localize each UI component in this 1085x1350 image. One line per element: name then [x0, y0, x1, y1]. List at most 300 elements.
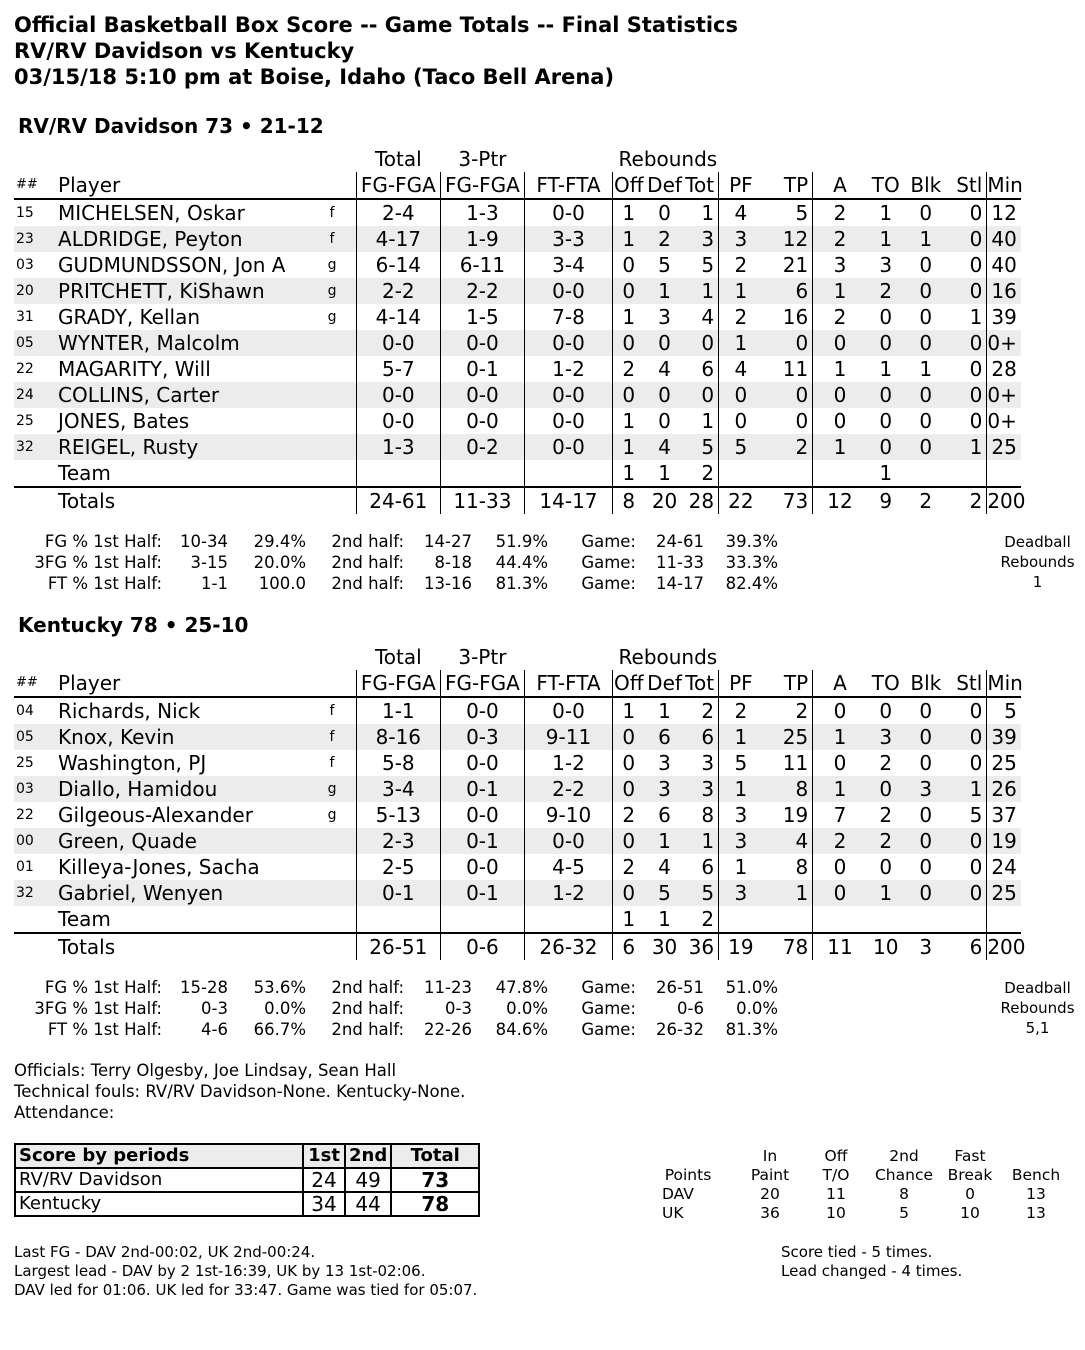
- player-name: Richards, Nick: [58, 699, 201, 723]
- deadball-rebounds: [990, 978, 1085, 1038]
- deadball-l1: Deadball: [1004, 533, 1071, 551]
- stat-min: 25: [987, 880, 1021, 906]
- pb-head-off: Off: [824, 1147, 848, 1165]
- col-min: Min: [987, 173, 1023, 197]
- stat-pf: 2: [719, 252, 763, 278]
- stat-fg: 4-14: [356, 304, 440, 330]
- pct-h1: 1-1: [201, 574, 228, 593]
- col-off: Off: [614, 173, 644, 197]
- stat-to: 0: [867, 382, 905, 408]
- pb-paint: 36: [760, 1204, 780, 1222]
- stat-blk: 0: [905, 724, 947, 750]
- stat-a: 1: [813, 356, 867, 382]
- player-row: [14, 356, 1065, 382]
- stat-off: 0: [613, 278, 645, 304]
- player-name: MICHELSEN, Oskar: [58, 201, 245, 225]
- pb-fast-break: 10: [960, 1204, 980, 1222]
- col-stl: Stl: [947, 172, 987, 199]
- stat-off: 0: [613, 880, 645, 906]
- player-row: [14, 199, 1065, 226]
- stat-blk: 0: [919, 201, 933, 225]
- col-tp: TP: [763, 670, 813, 697]
- stat-to: 2: [867, 278, 905, 304]
- player-position: [308, 356, 356, 382]
- stat-def: 2: [645, 226, 685, 252]
- stat-off: 1: [613, 408, 645, 434]
- pb-head-2nd: 2nd: [889, 1147, 919, 1165]
- team-row-label: Team: [58, 906, 308, 933]
- stat-tot: 8: [701, 803, 715, 827]
- stat-stl: 0: [969, 699, 983, 723]
- stat-tot: 3: [685, 226, 719, 252]
- stat-stl: 0: [947, 382, 987, 408]
- stat-min: 12: [987, 199, 1021, 226]
- stat-a: 1: [813, 278, 867, 304]
- stat-off: 0: [613, 724, 645, 750]
- stat-tot: 5: [701, 253, 715, 277]
- stat-to: 1: [867, 880, 905, 906]
- stat-a: 0: [813, 382, 867, 408]
- total-def: 20: [651, 489, 678, 513]
- stat-fg: 5-7: [356, 356, 440, 382]
- sbp-header-label: Score by periods: [15, 1144, 303, 1168]
- team-title: Kentucky 78 • 25-10: [18, 613, 249, 637]
- pct-gp: 33.3%: [725, 553, 778, 572]
- pct-h2p: 51.9%: [495, 532, 548, 551]
- stat-ft: 9-11: [524, 724, 612, 750]
- player-position: g: [327, 257, 337, 273]
- col-blk: Blk: [905, 670, 947, 697]
- stat-a: 0: [813, 408, 867, 434]
- stat-ft: 4-5: [524, 854, 612, 880]
- led-for: DAV led for 01:06. UK led for 33:47. Game was tied for 05:07.: [14, 1281, 478, 1299]
- stat-tot: 6: [701, 855, 715, 879]
- stat-min: 0+: [987, 408, 1021, 434]
- pct-gp: 51.0%: [725, 978, 778, 997]
- team-to: [867, 906, 905, 933]
- stat-fg3: 0-3: [440, 724, 524, 750]
- pct-gl: Game:: [581, 553, 636, 572]
- col-tot: Tot: [685, 670, 719, 697]
- stat-ft: 0-0: [524, 330, 612, 356]
- player-position: g: [327, 309, 337, 325]
- stat-ft: 0-0: [524, 382, 612, 408]
- stat-a: 2: [813, 226, 867, 252]
- officials: Officials: Terry Olgesby, Joe Lindsay, Sean Hall: [14, 1061, 397, 1080]
- pct-h2: 22-26: [424, 1020, 472, 1039]
- score-tied: Score tied - 5 times.: [781, 1243, 933, 1261]
- stat-min: 16: [987, 278, 1021, 304]
- pb-head-break: Break: [947, 1166, 993, 1184]
- stat-stl: 0: [947, 828, 987, 854]
- technical-fouls: Technical fouls: RV/RV Davidson-None. Kentucky-None.: [14, 1082, 466, 1101]
- pct-g: 26-32: [656, 1020, 704, 1039]
- pct-h2p: 47.8%: [495, 978, 548, 997]
- player-position: [308, 854, 356, 880]
- col-blk: Blk: [905, 172, 947, 199]
- stat-fg3: 0-1: [440, 828, 524, 854]
- stat-fg: 0-1: [356, 880, 440, 906]
- pb-2nd-chance: 5: [899, 1204, 909, 1222]
- stat-to: 0: [867, 330, 905, 356]
- col-ft: FT-FTA: [524, 172, 612, 199]
- stat-def: 0: [658, 409, 671, 433]
- player-name: Green, Quade: [58, 828, 308, 854]
- player-name: Washington, PJ: [58, 751, 207, 775]
- group-total: Total: [374, 644, 422, 669]
- pct-h1: 10-34: [180, 532, 228, 551]
- col-a: A: [813, 172, 867, 199]
- pct-g: 14-17: [656, 574, 704, 593]
- stat-min: 25: [987, 750, 1021, 776]
- pb-team: UK: [662, 1204, 684, 1222]
- stat-def: 3: [658, 305, 671, 329]
- stat-ft: 0-0: [524, 828, 612, 854]
- stat-fg3: 0-0: [440, 750, 524, 776]
- stat-to: 2: [879, 803, 893, 827]
- stat-stl: 1: [969, 305, 983, 329]
- stat-pf: 0: [719, 408, 763, 434]
- stat-tot: 5: [685, 880, 719, 906]
- stat-min: 24: [987, 854, 1021, 880]
- stat-to: 1: [879, 357, 893, 381]
- stat-tot: 0: [685, 330, 719, 356]
- player-position: f: [308, 724, 356, 750]
- stat-off: 2: [613, 356, 645, 382]
- player-position: g: [327, 807, 337, 823]
- total-ft: 14-17: [524, 487, 612, 514]
- stat-pf: 1: [719, 854, 763, 880]
- stat-blk: 0: [919, 699, 933, 723]
- group-3ptr: 3-Ptr: [458, 644, 507, 669]
- total-a: 12: [813, 487, 867, 514]
- stat-fg: 2-3: [356, 828, 440, 854]
- stat-fg3: 0-1: [440, 356, 524, 382]
- player-number: 32: [14, 434, 58, 460]
- player-name: Gabriel, Wenyen: [58, 880, 308, 906]
- stat-fg: 0-0: [356, 382, 440, 408]
- total-tot: 36: [688, 935, 715, 959]
- stat-tp: 8: [763, 776, 813, 802]
- player-name: GUDMUNDSSON, Jon A: [58, 253, 286, 277]
- report-title: Official Basketball Box Score -- Game Totals -- Final Statistics: [14, 13, 739, 37]
- stat-tp: 11: [782, 357, 809, 381]
- player-number: 22: [16, 807, 34, 823]
- stat-tp: 19: [782, 803, 809, 827]
- sbp-header-1st: 1st: [303, 1144, 345, 1168]
- total-blk: 2: [919, 489, 933, 513]
- pct-h1: 15-28: [180, 978, 228, 997]
- stat-fg3: 0-0: [440, 854, 524, 880]
- stat-blk: 0: [919, 855, 933, 879]
- stat-def: 6: [658, 803, 671, 827]
- group-rebounds: Rebounds: [618, 644, 718, 669]
- player-row: [14, 278, 1065, 304]
- team-row-label: Team: [58, 460, 308, 487]
- stat-stl: 0: [969, 855, 983, 879]
- pb-head-bench: Bench: [1011, 1166, 1061, 1184]
- shooting-percentages: [0, 531, 800, 594]
- stat-blk: 0: [919, 409, 933, 433]
- points-breakdown: [0, 1147, 1084, 1227]
- stat-pf: 1: [719, 278, 763, 304]
- box-score-table: [14, 145, 1065, 514]
- stat-fg: 3-4: [356, 776, 440, 802]
- stat-fg3: 0-2: [440, 434, 524, 460]
- stat-def: 4: [658, 357, 671, 381]
- stat-fg: 0-0: [356, 330, 440, 356]
- stat-pf: 5: [719, 434, 763, 460]
- group-rebounds: Rebounds: [618, 146, 718, 171]
- pct-gp: 82.4%: [725, 574, 778, 593]
- deadball-value: 5,1: [1025, 1019, 1050, 1037]
- player-position: [308, 382, 356, 408]
- group-total: Total: [374, 146, 422, 171]
- stat-stl: 0: [947, 278, 987, 304]
- stat-min: 19: [987, 828, 1021, 854]
- stat-to: 3: [867, 724, 905, 750]
- player-name: WYNTER, Malcolm: [58, 330, 308, 356]
- total-blk: 3: [919, 935, 933, 959]
- stat-pf: 1: [719, 776, 763, 802]
- pct-gl: Game:: [581, 532, 636, 551]
- stat-to: 1: [867, 226, 905, 252]
- pb-head-in: In: [762, 1147, 778, 1165]
- player-number: 23: [14, 226, 58, 252]
- total-off: 8: [613, 487, 645, 514]
- stat-off: 0: [613, 382, 645, 408]
- player-number: 15: [16, 205, 34, 221]
- pct-h2l: 2nd half:: [331, 999, 404, 1018]
- player-position: f: [329, 755, 335, 771]
- player-position: [308, 408, 356, 434]
- stat-tp: 8: [795, 855, 809, 879]
- stat-off: 2: [613, 854, 645, 880]
- stat-off: 1: [613, 434, 645, 460]
- player-name: Killeya-Jones, Sacha: [58, 855, 260, 879]
- stat-off: 1: [613, 226, 645, 252]
- total-fg: 24-61: [356, 487, 440, 514]
- stat-tot: 6: [685, 724, 719, 750]
- col-fg: FG-FGA: [356, 670, 440, 697]
- pct-h2: 13-16: [424, 574, 472, 593]
- stat-to: 1: [879, 201, 893, 225]
- pct-h1p: 53.6%: [253, 978, 306, 997]
- col-def: Def: [645, 172, 685, 199]
- stat-fg3: 0-0: [440, 802, 524, 828]
- player-position: [308, 828, 356, 854]
- stat-a: 1: [813, 776, 867, 802]
- stat-a: 0: [813, 854, 867, 880]
- game-date-location: 03/15/18 5:10 pm at Boise, Idaho (Taco Bell Arena): [14, 65, 615, 89]
- player-row: [14, 434, 1065, 460]
- stat-ft: 7-8: [524, 304, 612, 330]
- stat-pf: 2: [719, 304, 763, 330]
- attendance: Attendance:: [14, 1103, 115, 1122]
- deadball-l2: Rebounds: [1000, 553, 1075, 571]
- player-row: [14, 776, 1065, 802]
- player-number: 25: [16, 413, 34, 429]
- stat-tot: 4: [701, 305, 715, 329]
- player-number: 05: [14, 330, 58, 356]
- total-pf: 22: [719, 487, 763, 514]
- col-stl: Stl: [947, 670, 987, 697]
- stat-min: 37: [987, 802, 1021, 828]
- stat-def: 4: [658, 855, 671, 879]
- stat-fg: 6-14: [356, 252, 440, 278]
- col-to: TO: [867, 172, 905, 199]
- stat-tot: 6: [701, 357, 715, 381]
- deadball-rebounds: [990, 532, 1085, 592]
- col-ft: FT-FTA: [524, 670, 612, 697]
- stat-off: 0: [613, 776, 645, 802]
- stat-blk: 0: [905, 828, 947, 854]
- pct-h1p: 29.4%: [253, 532, 306, 551]
- stat-tp: 0: [763, 382, 813, 408]
- stat-tot: 3: [701, 751, 715, 775]
- player-row: [14, 304, 1065, 330]
- player-name: MAGARITY, Will: [58, 357, 211, 381]
- player-number: 03: [16, 257, 34, 273]
- stat-blk: 0: [919, 751, 933, 775]
- player-row: [14, 330, 1065, 356]
- stat-a: 3: [813, 252, 867, 278]
- pct-h1: 3-15: [190, 553, 228, 572]
- sbp-team: RV/RV Davidson: [15, 1168, 303, 1192]
- pct-gp: 39.3%: [725, 532, 778, 551]
- pb-bench: 13: [1026, 1204, 1046, 1222]
- pct-h2l: 2nd half:: [331, 1020, 404, 1039]
- deadball-l1: Deadball: [1004, 979, 1071, 997]
- pct-h2p: 0.0%: [506, 999, 548, 1018]
- stat-def: 5: [645, 880, 685, 906]
- stat-blk: 0: [919, 305, 933, 329]
- stat-fg: 2-4: [356, 199, 440, 226]
- player-position: g: [308, 776, 356, 802]
- shooting-percentages: [0, 977, 800, 1040]
- stat-ft: 3-4: [524, 252, 612, 278]
- stat-to: 2: [867, 828, 905, 854]
- stat-tp: 16: [782, 305, 809, 329]
- player-number: 32: [14, 880, 58, 906]
- last-fg: Last FG - DAV 2nd-00:02, UK 2nd-00:24.: [14, 1243, 316, 1261]
- sbp-team: Kentucky: [15, 1192, 303, 1216]
- stat-pf: 3: [719, 802, 763, 828]
- stat-stl: 0: [969, 409, 983, 433]
- stat-ft: 1-2: [524, 750, 612, 776]
- total-off: 6: [613, 933, 645, 960]
- player-number: 05: [14, 724, 58, 750]
- stat-def: 4: [645, 434, 685, 460]
- column-header-row: [14, 670, 1065, 697]
- total-def: 30: [651, 935, 678, 959]
- stat-ft: 0-0: [524, 697, 612, 724]
- col-fg: FG-FGA: [356, 172, 440, 199]
- total-tot: 28: [688, 489, 715, 513]
- sbp-2nd: 44: [345, 1192, 391, 1216]
- pct-h2p: 44.4%: [495, 553, 548, 572]
- player-name: Diallo, Hamidou: [58, 776, 308, 802]
- stat-to: 0: [867, 434, 905, 460]
- stat-pf: 2: [719, 697, 763, 724]
- pct-h2p: 84.6%: [495, 1020, 548, 1039]
- pct-h1p: 20.0%: [253, 553, 306, 572]
- stat-min: 28: [987, 356, 1021, 382]
- stat-blk: 1: [919, 357, 933, 381]
- team-tot: 2: [685, 906, 719, 933]
- col-pf: PF: [719, 172, 763, 199]
- player-name: JONES, Bates: [58, 409, 190, 433]
- total-stl: 2: [969, 489, 983, 513]
- team-title: RV/RV Davidson 73 • 21-12: [18, 114, 324, 138]
- sbp-2nd: 49: [345, 1168, 391, 1192]
- player-row: [14, 252, 1065, 278]
- player-row: [14, 226, 1065, 252]
- pb-head-fast: Fast: [954, 1147, 986, 1165]
- col-num: ##: [14, 670, 58, 697]
- stat-fg3: 0-0: [440, 408, 524, 434]
- player-number: 24: [14, 382, 58, 408]
- stat-fg: 1-3: [356, 434, 440, 460]
- stat-tp: 21: [782, 253, 809, 277]
- pct-label: 3FG % 1st Half:: [34, 999, 162, 1018]
- stat-off: 2: [613, 802, 645, 828]
- stat-off: 0: [613, 750, 645, 776]
- stat-stl: 0: [947, 330, 987, 356]
- sbp-header-2nd: 2nd: [345, 1144, 391, 1168]
- box-score-table: [14, 643, 1065, 960]
- stat-to: 0: [867, 776, 905, 802]
- player-row: [14, 750, 1065, 776]
- stat-fg: 2-5: [356, 854, 440, 880]
- pct-g: 11-33: [656, 553, 704, 572]
- stat-tp: 1: [763, 880, 813, 906]
- player-row: [14, 697, 1065, 724]
- stat-def: 3: [645, 776, 685, 802]
- stat-min: 40: [987, 226, 1021, 252]
- deadball-value: 1: [1032, 573, 1043, 591]
- stat-fg: 2-2: [356, 278, 440, 304]
- player-position: [308, 880, 356, 906]
- pb-off-to: 11: [826, 1185, 846, 1203]
- stat-fg3: 1-3: [440, 199, 524, 226]
- team-def: 1: [645, 906, 685, 933]
- stat-ft: 2-2: [524, 776, 612, 802]
- stat-min: 39: [987, 724, 1021, 750]
- pct-h2: 8-18: [434, 553, 472, 572]
- stat-min: 40: [987, 252, 1021, 278]
- col-off: Off: [614, 671, 644, 695]
- stat-to: 0: [879, 699, 893, 723]
- stat-ft: 1-2: [524, 356, 612, 382]
- sbp-total: 78: [391, 1192, 479, 1216]
- stat-tp: 6: [763, 278, 813, 304]
- pct-h1p: 66.7%: [253, 1020, 306, 1039]
- stat-stl: 0: [969, 201, 983, 225]
- pct-h1: 0-3: [201, 999, 228, 1018]
- stat-def: 6: [645, 724, 685, 750]
- stat-tp: 0: [763, 330, 813, 356]
- stat-tot: 1: [685, 278, 719, 304]
- stat-tp: 0: [795, 409, 809, 433]
- stat-off: 1: [613, 199, 645, 226]
- col-def: Def: [645, 670, 685, 697]
- stat-fg3: 0-0: [440, 330, 524, 356]
- col-player: Player: [58, 172, 308, 199]
- team-tot: 2: [685, 460, 719, 487]
- col-player: Player: [58, 670, 308, 697]
- pct-gl: Game:: [581, 1020, 636, 1039]
